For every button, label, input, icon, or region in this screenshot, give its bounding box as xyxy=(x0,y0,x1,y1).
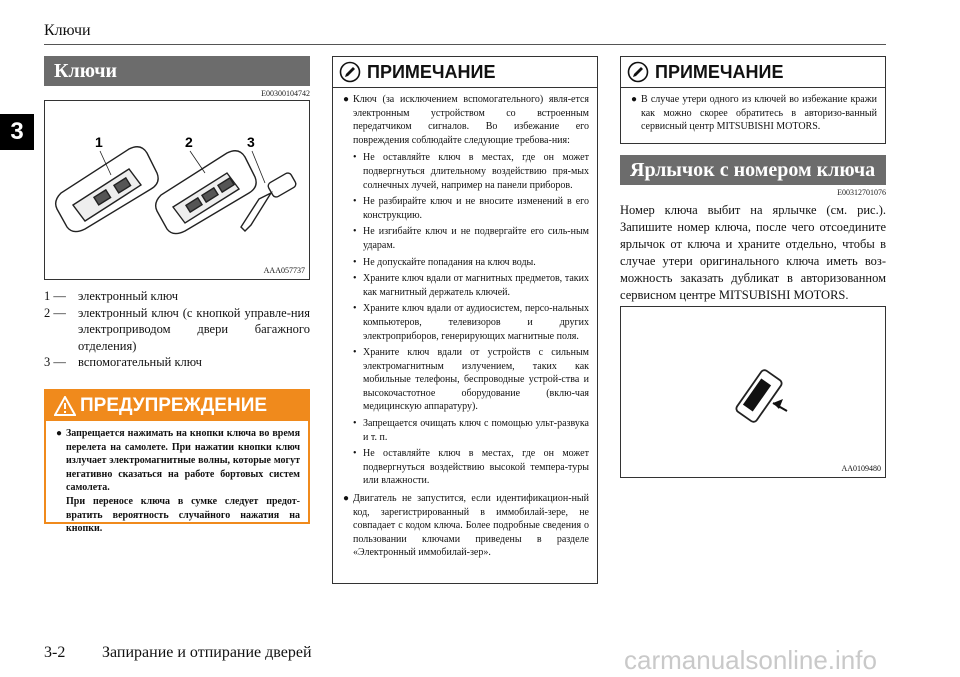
note-sub-item: Не разбирайте ключ и не вносите изменений в его конструкцию. xyxy=(363,196,589,221)
note-text: В случае утери одного из ключей во избежание кражи как можно скорее обратитесь в авторизо-ванный сервисный центр MITSUBISHI MOTORS. xyxy=(641,94,877,133)
legend-item: 3 — вспомогательный ключ xyxy=(44,355,202,369)
key-tag-illustration xyxy=(621,307,885,477)
note-title: ПРИМЕЧАНИЕ xyxy=(367,61,496,82)
note-sub-item: Не оставляйте ключ в местах, где он может подвергнуться воздействию высокой темпера-туры или влажности. xyxy=(363,448,589,487)
note-sub-item: Запрещается очищать ключ с помощью ульт-развука и т. п. xyxy=(363,418,589,443)
note-box-right xyxy=(620,56,886,144)
legend-item: 1 — электронный ключ xyxy=(44,289,178,303)
section-code: E00312701076 xyxy=(837,188,886,197)
running-header: Ключи xyxy=(44,22,91,39)
key-tag-figure xyxy=(620,306,886,478)
section-code: E00300104742 xyxy=(261,89,310,98)
keys-figure xyxy=(44,100,310,280)
callout-1: 1 xyxy=(95,134,103,150)
note-pencil-icon xyxy=(627,61,649,83)
keys-illustration xyxy=(45,101,309,279)
warning-box xyxy=(44,389,310,535)
warning-title: ПРЕДУПРЕЖДЕНИЕ xyxy=(80,395,268,416)
bullet-icon: ● xyxy=(343,94,350,105)
warning-triangle-icon xyxy=(54,396,76,416)
note-sub-item: Храните ключ вдали от устройств с сильным электромагнитным излучением, таких как мобильные телефоны, беспроводные устрой-ства и высокочастотное оборудование (вклю-чая медицинскую аппаратуру). xyxy=(363,347,589,413)
header-rule xyxy=(44,44,886,45)
note-sub-item: Храните ключ вдали от аудиосистем, персо-нальных компьютеров, телевизоров и других электроприборов, генерирующих магнитные поля. xyxy=(363,303,589,342)
figure-label: AAA057737 xyxy=(263,266,305,275)
figure-label: AA0109480 xyxy=(841,464,881,473)
callout-2: 2 xyxy=(185,134,193,150)
key-legend xyxy=(44,288,310,371)
warning-text-2: При переносе ключа в сумке следует предот-вратить вероятность случайного нажатия на кнопки. xyxy=(66,495,300,535)
note-sub-item: Не допускайте попадания на ключ воды. xyxy=(363,256,536,268)
watermark: carmanualsonline.info xyxy=(624,645,877,675)
section-title-keys: Ключи xyxy=(44,56,310,86)
note-sub-item: Не изгибайте ключ и не подвергайте его силь-ным ударам. xyxy=(363,226,589,251)
bullet-icon: ● xyxy=(56,428,63,439)
note-sub-item: Не оставляйте ключ в местах, где он может подвергнуться длительному воздействию пря-мых солнечных лучей, например на панели приборов. xyxy=(363,152,589,191)
electronic-key-icon xyxy=(56,147,158,232)
key-tag-icon xyxy=(735,369,787,424)
bullet-icon: ● xyxy=(343,493,350,505)
note-sub-item: Храните ключ вдали от магнитных предметов, таких как магнитный держатель ключей. xyxy=(363,273,589,298)
footer-section: Запирание и отпирание дверей xyxy=(102,644,312,661)
section-title-key-tag: Ярлычок с номером ключа xyxy=(620,155,886,185)
legend-item: 2 — электронный ключ (с кнопкой управле-ния электроприводом двери багажного отделения) xyxy=(44,305,310,353)
bullet-icon: ● xyxy=(631,94,638,105)
note-bullet-2: Двигатель не запустится, если идентификацион-ный код, зарегистрированный в иммобилай-зере, не совпадает с кодом ключа. Более подробные сведения о пользовании ключами приведены в разделе «Электронный иммобилай-зер». xyxy=(353,493,589,559)
key-tag-paragraph: Номер ключа выбит на ярлычке (см. рис.). Запишите номер ключа, после чего отсоедините ярлычок от ключа и храните отдельно, чтобы в случае утери оригинального ключа иметь воз-можность заказать дубликат в авторизованном сервисном центре MITSUBISHI MOTORS. xyxy=(620,203,886,302)
page-number: 3-2 xyxy=(44,644,66,661)
chapter-tab: 3 xyxy=(0,114,34,150)
note-pencil-icon xyxy=(339,61,361,83)
note-bullet-1: Ключ (за исключением вспомогательного) явля-ется электронным устройством со встроенным передатчиком сигналов. Во избежание его повреждения соблюдайте следующие требова-ния: xyxy=(353,94,589,146)
electronic-key-tailgate-icon xyxy=(156,151,256,234)
callout-3: 3 xyxy=(247,134,255,150)
note-box: ПРИМЕЧАНИЕ ● Ключ (за исключением вспомогательного) явля-ется электронным устройством со встроенным передатчиком сигналов. Во избежание его повреждения соблюдайте следующие требова-ния: • Не оставляйте ключ в местах, где он может подвергнуться длительному воздействию пря-мых солнечных лучей, например на панели приборов. • Не разбирайте ключ и не вносите изменений в его конструкцию. • Не изгибайте ключ и не подвергайте его силь-ным ударам. • Не допускайте попадания на ключ воды. • Храните ключ вдали от магнитных предметов, таких как магнитный держатель ключей. • Храните ключ вдали от аудиосистем, персо-нальных компьютеров, телевизоров и других электроприборов, генерирующих магнитные поля. • Храните ключ вдали от устройств с сильным электромагнитным излучением, таких как мобильные телефоны, беспроводные устрой-ства и высокочастотное оборудование (вклю-чая медицинскую аппаратуру). • Запрещается очищать ключ с помощью ульт-развука и т. п. • Не оставляйте ключ в местах, где он может подвергнуться воздействию высокой темпера-туры или влажности. ● Двигатель не запустится, если идентификацион-ный код, зарегистрированный в иммобилай-зере, не совпадает с кодом ключа. Более подробные сведения о пользовании ключами приведены в разделе «Электронный иммобилай-зер». xyxy=(332,56,598,584)
warning-text: Запрещается нажимать на кнопки ключа во время перелета на самолете. При нажатии кнопки ключ излучает электромагнитные волны, которые могут негативно сказаться на работе бортовых систем самолета. xyxy=(66,428,300,494)
note-title: ПРИМЕЧАНИЕ xyxy=(655,61,784,82)
